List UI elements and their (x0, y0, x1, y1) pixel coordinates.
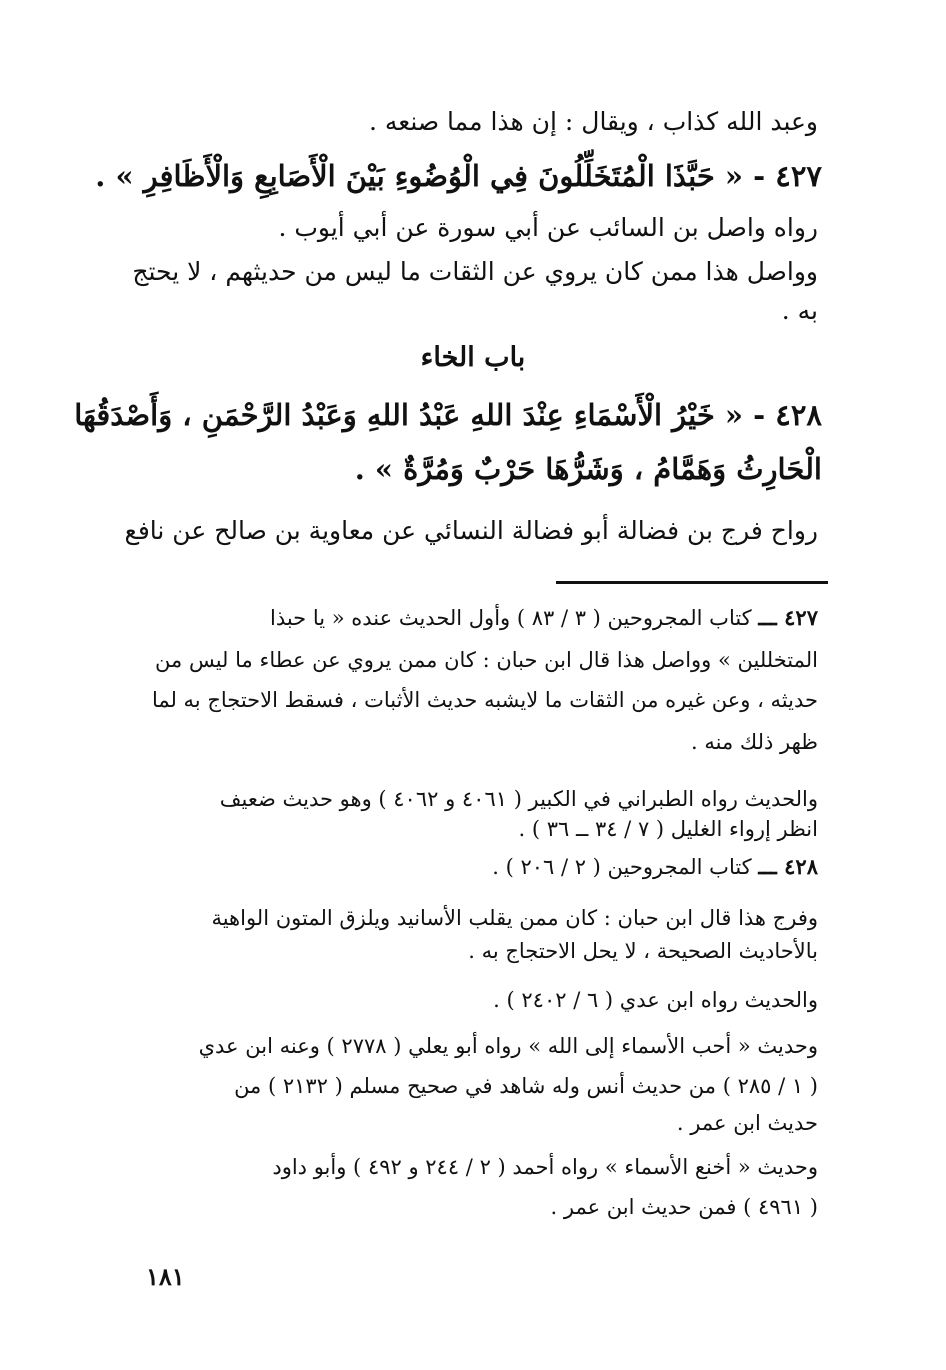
footnote-427-line (128, 814, 818, 844)
footnote-text: وفرج هذا قال ابن حبان : كان ممن يقلب الأسانيد ويلزق المتون الواهية (211, 906, 818, 930)
text-line-content: وواصل هذا ممن كان يروي عن الثقات ما ليس من حديثهم ، لا يحتج (132, 257, 818, 286)
hadith-number: ٤٢٨ - (743, 398, 822, 432)
text-line-content: رواه واصل بن السائب عن أبي سورة عن أبي أيوب . (278, 213, 818, 242)
footnote-427-line (128, 784, 818, 814)
footnote-text: ( ١ / ٢٨٥ ) من حديث أنس وله شاهد في صحيح مسلم ( ٢١٣٢ ) من (234, 1074, 818, 1098)
text-line (118, 255, 818, 289)
footnote-428-line (128, 1108, 818, 1138)
text-line (118, 514, 818, 548)
footnote-text: وحديث « أحب الأسماء إلى الله » رواه أبو يعلي ( ٢٧٧٨ ) وعنه ابن عدي (198, 1034, 818, 1058)
footnote-text: ظهر ذلك منه . (691, 730, 818, 754)
hadith-text: الْحَارِثُ وَهَمَّامُ ، وَشَرُّهَا حَرْبٌ وَمُرَّةٌ » . (354, 452, 822, 486)
footnote-number: ٤٢٨ ـــ (758, 854, 818, 879)
footnote-428-line (128, 903, 818, 933)
text-line-content: به . (781, 296, 818, 325)
hadith-427 (95, 156, 822, 196)
footnote-428-line (128, 1031, 818, 1061)
footnote-text: كتاب المجروحين ( ٣ / ٨٣ ) وأول الحديث عنده « يا حبذا (269, 606, 752, 630)
footnote-text: حديثه ، وعن غيره من الثقات ما لايشبه حديث الأثبات ، فسقط الاحتجاج به لما (151, 688, 818, 712)
footnote-text: والحديث رواه الطبراني في الكبير ( ٤٠٦١ و ٤٠٦٢ ) وهو حديث ضعيف (219, 787, 818, 811)
footnote-428-line (128, 1071, 818, 1101)
footnote-text: المتخللين » وواصل هذا قال ابن حبان : كان ممن يروي عن عطاء ما ليس من (155, 648, 818, 672)
text-line (118, 294, 818, 328)
text-line-content: رواح فرج بن فضالة أبو فضالة النسائي عن معاوية بن صالح عن نافع (124, 516, 818, 545)
hadith-text: « حَبَّذَا الْمُتَخَلِّلُونَ فِي الْوُضُوءِ بَيْنَ الْأَصَابِعِ وَالْأَظَافِرِ » . (95, 159, 744, 193)
hadith-428-line-2 (112, 449, 822, 489)
footnote-text: والحديث رواه ابن عدي ( ٦ / ٢٤٠٢ ) . (493, 988, 818, 1012)
footnote-number: ٤٢٧ ـــ (758, 605, 818, 630)
footnote-text: وحديث « أخنع الأسماء » رواه أحمد ( ٢ / ٢٤٤ و ٤٩٢ ) وأبو داود (272, 1155, 818, 1179)
footnote-427-line (128, 727, 818, 757)
footnote-428-line (128, 852, 818, 882)
footnote-428-line (128, 985, 818, 1015)
footnote-text: حديث ابن عمر . (676, 1111, 818, 1135)
hadith-text: « خَيْرُ الْأَسْمَاءِ عِنْدَ اللهِ عَبْدُ اللهِ وَعَبْدُ الرَّحْمَنِ ، وَأَصْدَقُهَا (74, 398, 744, 432)
page-number: ١٨١ (146, 1262, 185, 1291)
footnote-427-line (128, 603, 818, 633)
footnote-separator (556, 581, 828, 584)
footnote-text: ( ٤٩٦١ ) فمن حديث ابن عمر . (550, 1195, 818, 1219)
hadith-number: ٤٢٧ - (743, 159, 822, 193)
footnote-428-line (128, 1192, 818, 1222)
text-line (118, 105, 818, 139)
footnote-428-line (128, 936, 818, 966)
hadith-428-line-1 (74, 395, 822, 435)
text-line-content: وعبد الله كذاب ، ويقال : إن هذا مما صنعه . (368, 107, 818, 136)
footnote-text: كتاب المجروحين ( ٢ / ٢٠٦ ) . (492, 855, 752, 879)
footnote-text: بالأحاديث الصحيحة ، لا يحل الاحتجاج به . (468, 939, 818, 963)
footnote-427-line (128, 685, 818, 715)
footnote-427-line (128, 645, 818, 675)
text-line (118, 211, 818, 245)
footnote-428-line (128, 1152, 818, 1182)
section-heading: باب الخاء (420, 342, 526, 373)
footnote-text: انظر إرواء الغليل ( ٧ / ٣٤ ــ ٣٦ ) . (518, 817, 818, 841)
